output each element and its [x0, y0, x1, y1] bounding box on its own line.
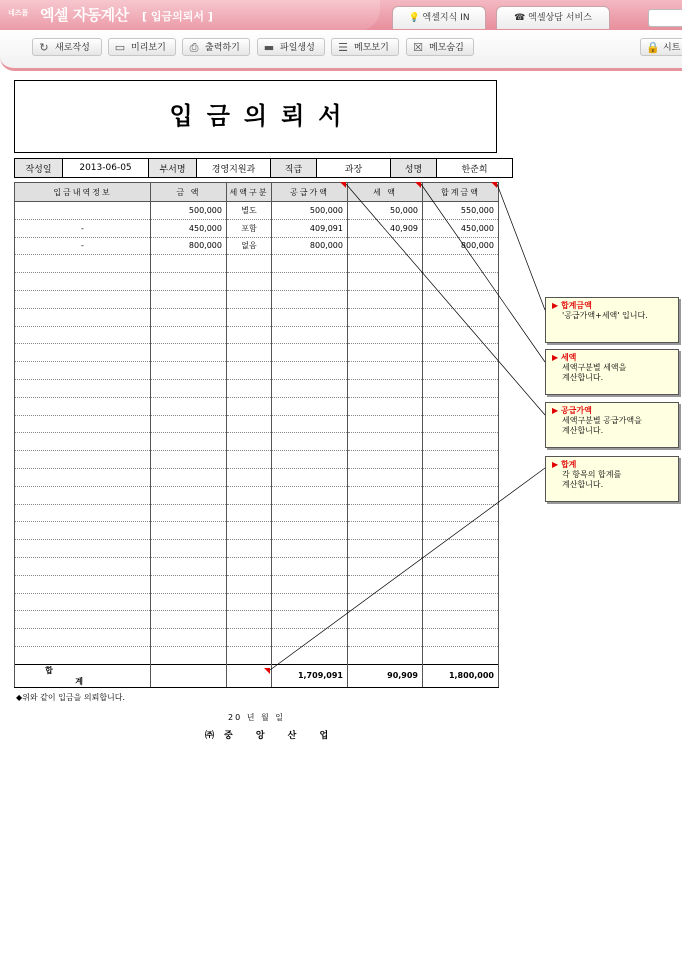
connector-line [421, 184, 545, 362]
memo-title: ▶ 세액 [552, 353, 577, 362]
memo-title: ▶ 합계 [552, 460, 577, 469]
table-cell-tax-type[interactable]: 없음 [227, 237, 272, 255]
total-sum: 1,800,000 [423, 664, 499, 687]
table-cell-supply[interactable]: 500,000 [272, 202, 348, 220]
column-header-supply: 공급가액 [272, 183, 348, 202]
date-value[interactable]: 2013-06-05 [63, 159, 149, 178]
table-cell-total[interactable]: 800,000 [423, 237, 499, 255]
button-label: 미리보기 [131, 43, 166, 53]
connector-line [270, 468, 545, 670]
total-supply: 1,709,091 [272, 664, 348, 687]
column-header-info: 입금내역정보 [15, 183, 151, 202]
memo-body-line: 세액구분별 공급가액을 [562, 416, 642, 425]
memo-title: ▶ 합계금액 [552, 301, 592, 310]
button-label: 새로작성 [55, 43, 90, 53]
button-label: 파일생성 [280, 43, 315, 53]
brand-label: 네즈폼 [8, 9, 29, 17]
memo-body-line: '공급가액+세액' 입니다. [562, 311, 648, 320]
table-cell-info[interactable]: - [15, 237, 151, 255]
phone-icon: ☎ [514, 13, 526, 23]
memo-body-line: 계산합니다. [562, 426, 604, 435]
comment-marker [340, 182, 346, 188]
column-header-tax: 세 액 [348, 183, 423, 202]
dept-value[interactable]: 경영지원과 [197, 159, 271, 178]
app-title: 엑셀 자동계산 [40, 6, 129, 24]
connector-line [497, 184, 545, 310]
button-label: 메모보기 [354, 43, 389, 53]
memo-body-line: 계산합니다. [562, 373, 604, 382]
table-cell-supply[interactable]: 409,091 [272, 219, 348, 237]
memo-body-line: 각 항목의 합계를 [562, 470, 622, 479]
table-cell-tax-type[interactable]: 별도 [227, 202, 272, 220]
total-label-right: 계 [75, 676, 83, 686]
dept-label: 부서명 [149, 159, 197, 178]
date-line: 20 년 월 일 [228, 713, 285, 722]
name-label: 성명 [391, 159, 437, 178]
refresh-icon: ↻ [39, 41, 49, 54]
column-header-amount: 금 액 [151, 183, 227, 202]
comment-marker [415, 182, 421, 188]
button-label: 메모숨김 [429, 43, 464, 53]
column-header-total: 합계금액 [423, 183, 499, 202]
printer-icon: ⎙ [189, 41, 199, 54]
name-value[interactable]: 한준희 [437, 159, 513, 178]
table-cell-supply[interactable]: 800,000 [272, 237, 348, 255]
memo-icon: ☰ [338, 41, 348, 54]
bulb-icon: 💡 [408, 13, 420, 23]
request-note: ◆위와 같이 입금을 의뢰합니다. [16, 693, 126, 702]
button-label: 시트 [663, 43, 681, 53]
memo-hide-icon: ☒ [413, 41, 423, 54]
tab-label: 엑셀상담 서비스 [528, 13, 592, 23]
memo-body-line: 계산합니다. [562, 480, 604, 489]
total-tax: 90,909 [348, 664, 423, 687]
company-name: ㈜중 앙 산 업 [205, 731, 339, 741]
memo-title: ▶ 공급가액 [552, 406, 592, 415]
tab-label: 엑셀지식 IN [422, 13, 470, 23]
folder-icon: ▬ [263, 41, 275, 54]
table-cell-total[interactable]: 450,000 [423, 219, 499, 237]
memo-body-line: 세액구분별 세액을 [562, 363, 627, 372]
table-cell-info[interactable]: - [15, 219, 151, 237]
monitor-icon: ▭ [114, 41, 126, 54]
table-cell-amount[interactable]: 500,000 [151, 202, 227, 220]
rank-value[interactable]: 과장 [317, 159, 391, 178]
total-label-left: 합 [45, 665, 53, 675]
column-header-tax-type: 세액구분 [227, 183, 272, 202]
lock-icon: 🔒 [646, 41, 660, 54]
table-cell-tax-type[interactable]: 포함 [227, 219, 272, 237]
document-title: 입금의뢰서 [169, 102, 356, 130]
table-cell-total[interactable]: 550,000 [423, 202, 499, 220]
comment-marker [264, 668, 270, 674]
table-cell-amount[interactable]: 450,000 [151, 219, 227, 237]
table-cell-tax[interactable]: 50,000 [348, 202, 423, 220]
button-label: 출력하기 [205, 43, 240, 53]
rank-label: 직급 [271, 159, 317, 178]
date-label: 작성일 [15, 159, 63, 178]
comment-marker [491, 182, 497, 188]
table-cell-amount[interactable]: 800,000 [151, 237, 227, 255]
table-cell-tax[interactable]: 40,909 [348, 219, 423, 237]
document-tag: [ 입금의뢰서 ] [142, 10, 213, 23]
